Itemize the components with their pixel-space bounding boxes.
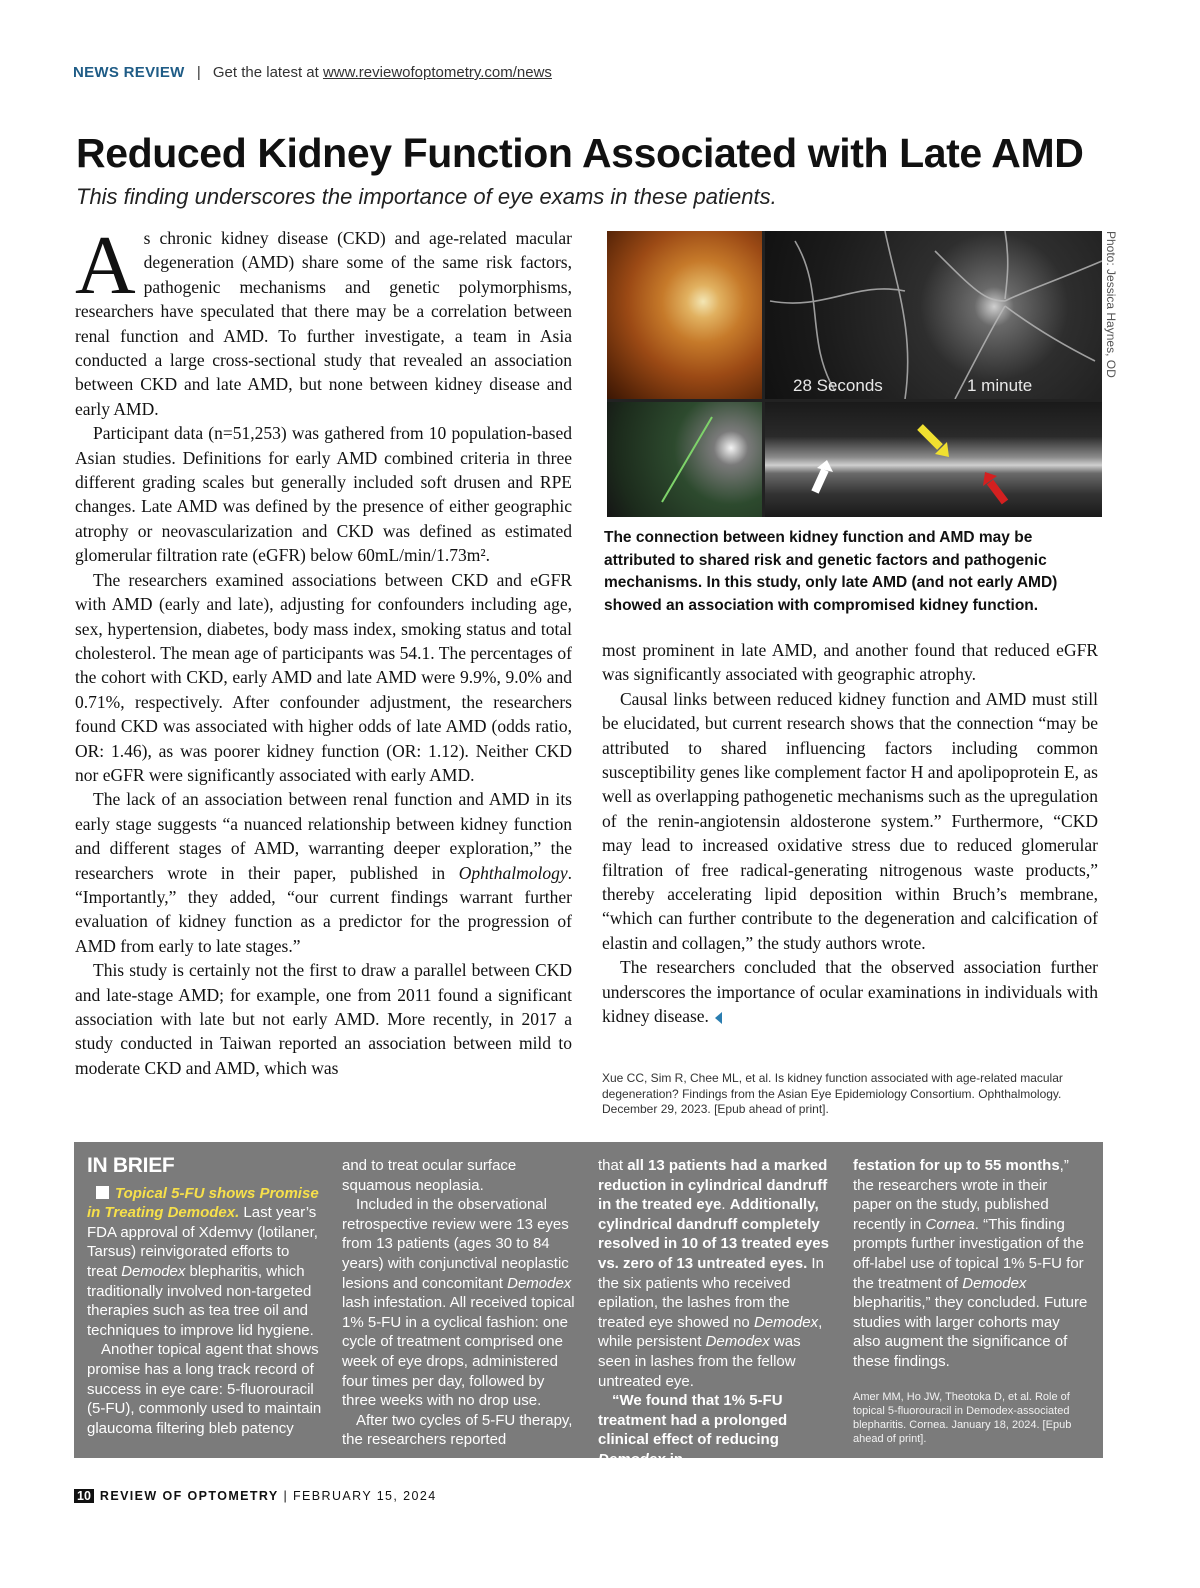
- fundus-photo: [607, 231, 762, 399]
- oct-arrows: [765, 402, 1102, 517]
- brief-column-1: [87, 1156, 323, 1438]
- section-name: NEWS REVIEW: [73, 64, 185, 81]
- brief-paragraph-7: “We found that 1% 5-FU treatment had a prolonged clinical effect of reducing Demodex in-: [598, 1392, 788, 1468]
- brief-paragraph-2: Another topical agent that shows promise has a long track record of success in eye care: 5-fluorouracil (5-FU), commonly used to maintain glaucoma filtering bleb patency: [87, 1341, 322, 1437]
- news-link[interactable]: www.reviewofoptometry.com/news: [322, 64, 552, 81]
- article-title: Reduced Kidney Function Associated with Late AMD: [76, 130, 1084, 176]
- article-column-right: [602, 638, 1098, 1029]
- paragraph-5-continued: most prominent in late AMD, and another found that reduced eGFR was significantly associated with geographic atrophy.: [602, 640, 1098, 685]
- drop-cap: A: [75, 219, 136, 312]
- label-28-seconds: 28 Seconds: [793, 376, 883, 395]
- retina-photo-composite: [607, 231, 1102, 517]
- header-separator: |: [196, 64, 201, 81]
- vessel-lines: [765, 231, 1102, 399]
- paragraph-2: Participant data (n=51,253) was gathered from 10 population-based Asian studies. Definitions for early AMD combined criteria in three different grading scales but generally included soft drusen and RPE changes. Late AMD was defined by the presence of either geographic atrophy or neovascularization and CKD was defined as estimated glomerular filtration rate (eGFR) below 60mL/min/1.73m².: [75, 423, 572, 566]
- article-column-left: [75, 219, 572, 1080]
- angiography-photo: [765, 231, 1102, 399]
- photo-credit: Photo: Jessica Haynes, OD: [1104, 231, 1118, 378]
- label-1-minute: 1 minute: [967, 376, 1033, 395]
- brief-title: IN BRIEF: [87, 1154, 175, 1177]
- scan-line: [607, 402, 762, 517]
- paragraph-6: Causal links between reduced kidney function and AMD must still be elucidated, but current research shows that the connection “may be attributed to shared influencing factors including common susceptibility genes like complement factor H and apolipoprotein E, as well as overlapping pathogenetic mechanisms such as the upregulation of the renin-angiotensin aldosterone system.” Furthermore, “CKD may lead to increased oxidative stress due to reduced glomerular filtration of free radical-generating nitrogenous waste products,” thereby accelerating lipid deposition within Bruch’s membrane, “which can further contribute to the degeneration and calcification of elastin and collagen,” the study authors wrote.: [602, 688, 1098, 953]
- footer-separator: |: [283, 1489, 289, 1503]
- page-footer: [74, 1489, 437, 1503]
- article-reference: Xue CC, Sim R, Chee ML, et al. Is kidney function associated with age-related macular degeneration? Findings from the Asian Eye Epidemiology Consortium. Ophthalmology. December 29, 2023. [Epub ahead of print].: [602, 1071, 1063, 1116]
- brief-column-2: [342, 1156, 578, 1450]
- square-bullet-icon: [96, 1186, 109, 1199]
- brief-paragraph-1: Topical 5-FU shows Promise in Treating Demodex. Last year’s FDA approval of Xdemvy (lotilaner, Tarsus) reinvigorated efforts to treat Demodex blepharitis, which traditionally involved non-targeted therapies such as tea tree oil and techniques to improve lid hygiene.: [87, 1184, 319, 1339]
- paragraph-1: As chronic kidney disease (CKD) and age-related macular degeneration (AMD) share some of the same risk factors, pathogenic mechanisms and genetic polymorphisms, researchers have speculated that there may be a correlation between renal function and AMD. To further investigate, a team in Asia conducted a large cross-sectional study that revealed an association between CKD and late AMD, but none between kidney disease and early AMD.: [75, 219, 572, 419]
- issue-date: FEBRUARY 15, 2024: [293, 1489, 437, 1503]
- brief-column-4: [853, 1156, 1089, 1446]
- end-mark-icon: [715, 1012, 722, 1024]
- oct-scan-photo: [765, 402, 1102, 517]
- brief-paragraph-3: and to treat ocular surface squamous neoplasia.: [342, 1157, 517, 1194]
- brief-headline: Topical 5-FU shows Promise in Treating Demodex.: [87, 1184, 319, 1222]
- brief-paragraph-8: festation for up to 55 months,” the researchers wrote in their paper on the study, published recently in Cornea. “This finding prompts further investigation of the off-label use of topical 1% 5-FU for the treatment of Demodex blepharitis,” they concluded. Future studies with larger cohorts may also augment the significance of these findings.: [853, 1157, 1088, 1370]
- brief-paragraph-4: Included in the observational retrospective review were 13 eyes from 13 patients (ages 30 to 84 years) with conjunctival neoplastic lesions and concomitant Demodex lash infestation. All received topical 1% 5-FU in a cyclical fashion: one cycle of treatment comprised one week of eye drops, administered four times per day, followed by three weeks with no drop use.: [342, 1196, 575, 1410]
- brief-paragraph-5: After two cycles of 5-FU therapy, the researchers reported: [342, 1411, 573, 1449]
- paragraph-3: The researchers examined associations between CKD and eGFR with AMD (early and late), adjusting for confounders including age, sex, hypertension, diabetes, body mass index, smoking status and total cholesterol. The mean age of participants was 54.1. The percentages of the cohort with CKD, early AMD and late AMD were 9.9%, 9.0% and 0.71%, respectively. After confounder adjustment, the researchers found CKD was associated with higher odds of late AMD (odds ratio, OR: 1.46), as was poorer kidney function (OR: 1.12). Neither CKD nor eGFR were significantly associated with early AMD.: [75, 569, 572, 785]
- brief-paragraph-6: that all 13 patients had a marked reduction in cylindrical dandruff in the treated eye. Additionally, cylindrical dandruff completely resolved in 10 of 13 treated eyes vs. zero of 13 untreated eyes. In the six patients who received epilation, the lashes from the treated eye showed no Demodex, while persistent Demodex was seen in lashes from the fellow untreated eye.: [598, 1157, 829, 1390]
- section-header: [73, 64, 552, 81]
- fundus-infrared-photo: [607, 402, 762, 517]
- journal-name: Ophthalmology: [458, 862, 568, 883]
- brief-reference: Amer MM, Ho JW, Theotoka D, et al. Role of topical 5-fluorouracil in Demodex-associated blepharitis. Cornea. January 18, 2024. [Epub ahead of print].: [853, 1390, 1072, 1445]
- in-brief-box: [74, 1142, 1103, 1468]
- page-number: 10: [74, 1489, 94, 1503]
- paragraph-7: The researchers concluded that the observed association further underscores the importance of ocular examinations in individuals with kidney disease.: [602, 957, 1098, 1027]
- magazine-name: REVIEW OF OPTOMETRY: [99, 1489, 279, 1503]
- figure-caption: The connection between kidney function and AMD may be attributed to shared risk and genetic factors and pathogenic mechanisms. In this study, only late AMD (and not early AMD) showed an association with compromised kidney function.: [604, 529, 1058, 614]
- paragraph-5: This study is certainly not the first to draw a parallel between CKD and late-stage AMD; for example, one from 2011 found a significant association with late but not early AMD. More recently, in 2017 a study conducted in Taiwan reported an association between mild to moderate CKD and AMD, which was: [75, 960, 572, 1078]
- article-subtitle: This finding underscores the importance of eye exams in these patients.: [76, 184, 777, 209]
- paragraph-4: The lack of an association between renal function and AMD in its early stage suggests “a nuanced relationship between kidney function and different stages of AMD, warranting deeper exploration,” the researchers wrote in their paper, published in Ophthalmology. “Importantly,” they added, “our current findings warrant further evaluation of kidney function as a predictor for the progression of AMD from early to late stages.”: [75, 789, 572, 956]
- header-tagline: Get the latest at: [212, 64, 319, 81]
- brief-column-3: [598, 1156, 834, 1470]
